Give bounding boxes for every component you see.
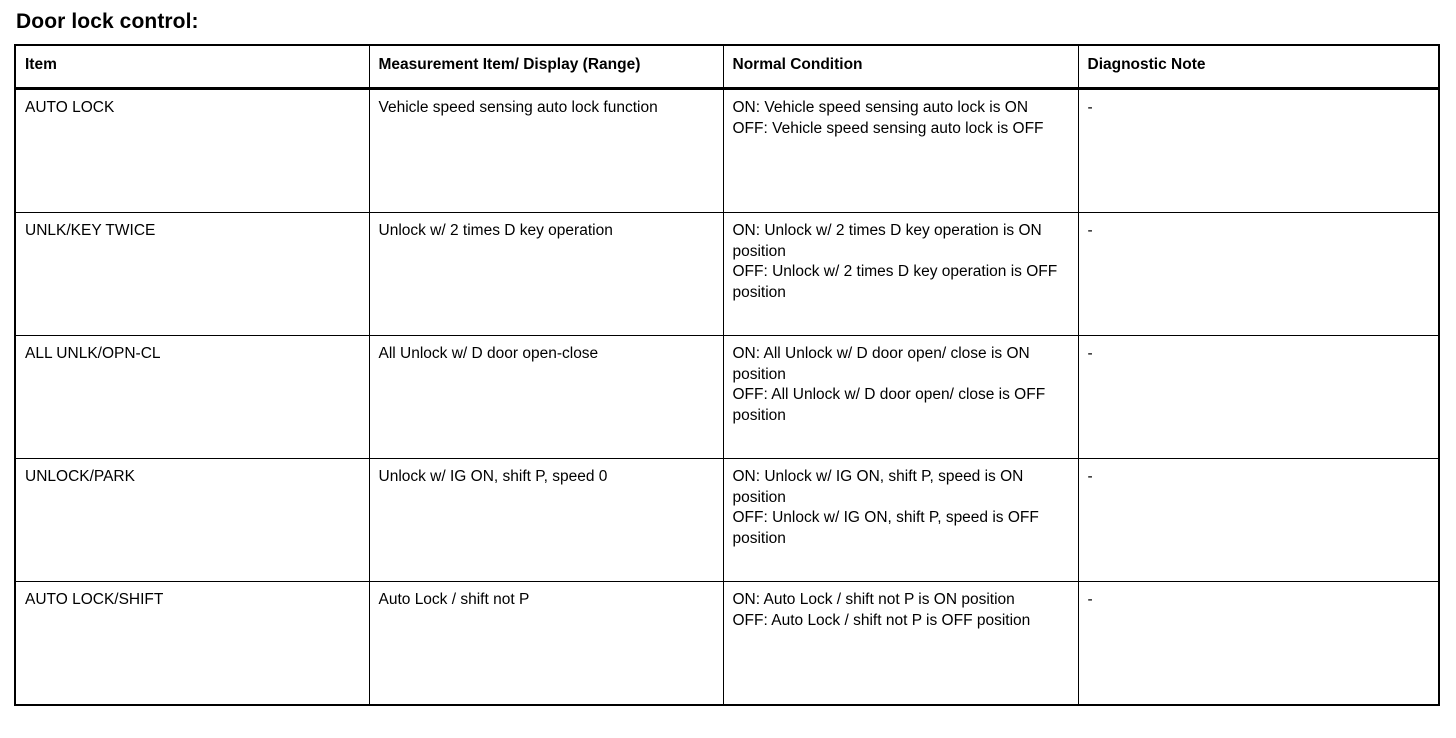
cell-normal-condition [723, 213, 1078, 336]
cell-normal-condition [723, 336, 1078, 459]
cell-diagnostic-note: - [1078, 89, 1439, 213]
table-row [15, 89, 1439, 213]
column-header-diagnostic-note: Diagnostic Note [1078, 45, 1439, 89]
table-row [15, 336, 1439, 459]
column-header-item: Item [15, 45, 369, 89]
cell-diagnostic-note: - [1078, 459, 1439, 582]
page-title: Door lock control: [16, 10, 199, 33]
table-header [15, 45, 1439, 89]
condition-on-text: ON: Unlock w/ IG ON, shift P, speed is ON position [732, 468, 1028, 506]
cell-item: AUTO LOCK/SHIFT [15, 582, 369, 706]
condition-off-text: OFF: Unlock w/ IG ON, shift P, speed is OFF position [732, 509, 1044, 547]
cell-measurement: Unlock w/ 2 times D key operation [369, 213, 723, 336]
condition-on-text: ON: Unlock w/ 2 times D key operation is ON position [732, 222, 1047, 260]
door-lock-control-table [14, 44, 1440, 706]
column-header-measurement-item-display-range: Measurement Item/ Display (Range) [369, 45, 723, 89]
cell-item: UNLOCK/PARK [15, 459, 369, 582]
cell-measurement: Auto Lock / shift not P [369, 582, 723, 706]
condition-off-text: OFF: Unlock w/ 2 times D key operation is OFF position [732, 263, 1062, 301]
condition-on-text: ON: Vehicle speed sensing auto lock is ON [732, 99, 1029, 117]
condition-off-text: OFF: Vehicle speed sensing auto lock is OFF [732, 119, 1044, 137]
cell-item: AUTO LOCK [15, 89, 369, 213]
cell-item: ALL UNLK/OPN-CL [15, 336, 369, 459]
condition-off-text: OFF: Auto Lock / shift not P is OFF position [732, 611, 1031, 629]
cell-normal-condition [723, 582, 1078, 706]
cell-diagnostic-note: - [1078, 213, 1439, 336]
cell-measurement: Unlock w/ IG ON, shift P, speed 0 [369, 459, 723, 582]
column-header-normal-condition: Normal Condition [723, 45, 1078, 89]
cell-diagnostic-note: - [1078, 336, 1439, 459]
condition-off-text: OFF: All Unlock w/ D door open/ close is OFF position [732, 386, 1050, 424]
table-row [15, 213, 1439, 336]
table-body [15, 89, 1439, 706]
cell-measurement: All Unlock w/ D door open-close [369, 336, 723, 459]
cell-normal-condition [723, 459, 1078, 582]
cell-measurement: Vehicle speed sensing auto lock function [369, 89, 723, 213]
table-row [15, 459, 1439, 582]
condition-on-text: ON: All Unlock w/ D door open/ close is ON position [732, 345, 1035, 383]
condition-on-text: ON: Auto Lock / shift not P is ON position [732, 591, 1015, 609]
cell-normal-condition [723, 89, 1078, 213]
table-header-row [15, 45, 1439, 89]
cell-diagnostic-note: - [1078, 582, 1439, 706]
table-row [15, 582, 1439, 706]
cell-item: UNLK/KEY TWICE [15, 213, 369, 336]
